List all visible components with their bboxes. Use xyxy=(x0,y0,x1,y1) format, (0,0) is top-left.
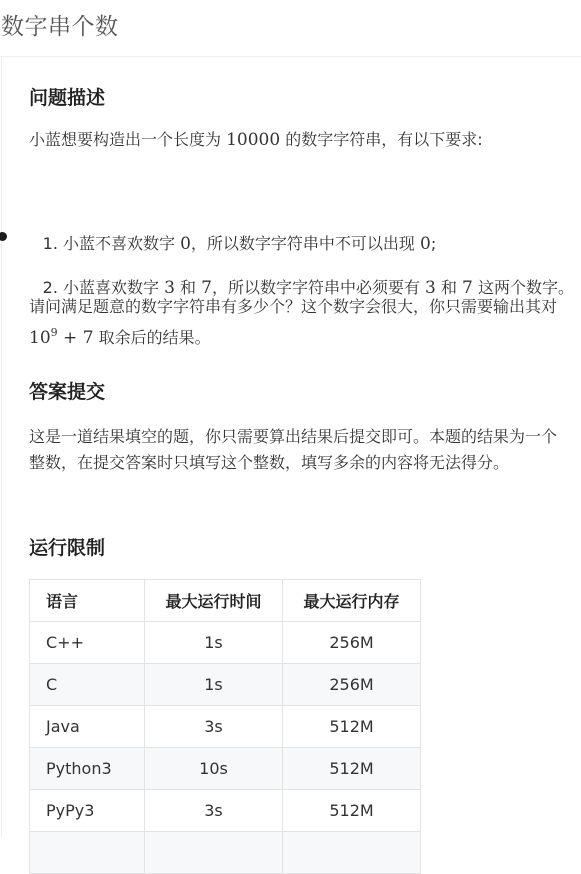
req2-mid3: 和 xyxy=(435,278,463,297)
language-cell: C++ xyxy=(30,622,145,664)
time-limit-cell: 1s xyxy=(145,664,283,706)
time-limit-cell: 3s xyxy=(145,790,283,832)
question-suffix: 取余后的结果。 xyxy=(93,328,211,347)
intro-length-number: 10000 xyxy=(226,130,281,150)
req2-mid1: 和 xyxy=(174,278,202,297)
memory-limit-cell: 512M xyxy=(283,706,421,748)
problem-content-panel xyxy=(1,57,581,838)
table-row xyxy=(30,748,421,790)
req2-number3: 3 xyxy=(425,278,436,298)
req1-number: 0 xyxy=(180,234,191,254)
modulus-base: 10 xyxy=(29,328,51,348)
problem-question xyxy=(29,294,564,351)
page-header xyxy=(0,0,581,57)
modulus-plus: + 7 xyxy=(57,328,94,348)
req2-number: 3 xyxy=(164,278,175,298)
problem-intro xyxy=(29,127,564,153)
req1-prefix: 小蓝不喜欢数字 xyxy=(63,234,181,253)
memory-limit-cell: 512M xyxy=(283,748,421,790)
req1-suffix: ，所以数字字符串中不可以出现 xyxy=(190,234,421,253)
req1-suffix2: ; xyxy=(430,234,437,253)
req2-number2: 7 xyxy=(201,278,212,298)
req1-number2: 0 xyxy=(420,234,431,254)
language-cell: Python3 xyxy=(30,748,145,790)
question-prefix: 请问满足题意的数字字符串有多少个？这个数字会很大，你只需要输出其对 xyxy=(29,297,558,316)
intro-text-suffix: 的数字字符串，有以下要求: xyxy=(280,130,483,149)
req2-number4: 7 xyxy=(462,278,473,298)
table-row xyxy=(30,622,421,664)
req2-mid2: ，所以数字字符串中必须要有 xyxy=(211,278,426,297)
column-header-language: 语言 xyxy=(30,580,145,622)
answer-submission-heading: 答案提交 xyxy=(29,381,106,403)
runtime-limits-heading: 运行限制 xyxy=(29,537,106,559)
modulus-exponent: 9 xyxy=(50,326,58,339)
req2-prefix: 小蓝喜欢数字 xyxy=(63,278,165,297)
limits-table xyxy=(29,579,421,874)
page-title: 数字串个数 xyxy=(1,14,119,40)
table-row xyxy=(30,706,421,748)
req2-suffix: 这两个数字。 xyxy=(472,278,574,297)
language-cell: Java xyxy=(30,706,145,748)
time-limit-cell: 3s xyxy=(145,706,283,748)
language-cell: C xyxy=(30,664,145,706)
column-header-memory: 最大运行内存 xyxy=(283,580,421,622)
intro-text-prefix: 小蓝想要构造出一个长度为 xyxy=(29,130,227,149)
modulus-expression xyxy=(29,328,94,348)
answer-instructions: 这是一道结果填空的题，你只需要算出结果后提交即可。本题的结果为一个整数，在提交答案时只填写这个整数，填写多余的内容将无法得分。 xyxy=(29,427,558,472)
requirement-item-1 xyxy=(63,229,581,259)
limits-header-row xyxy=(30,580,421,622)
table-row xyxy=(30,664,421,706)
memory-limit-cell: 256M xyxy=(283,664,421,706)
bullet-dot-icon xyxy=(0,232,7,241)
column-header-time: 最大运行时间 xyxy=(145,580,283,622)
time-limit-cell: 10s xyxy=(145,748,283,790)
memory-limit-cell: 512M xyxy=(283,790,421,832)
table-row xyxy=(30,790,421,832)
language-cell: PyPy3 xyxy=(30,790,145,832)
time-limit-cell: 1s xyxy=(145,622,283,664)
memory-limit-cell: 256M xyxy=(283,622,421,664)
problem-description-heading: 问题描述 xyxy=(29,87,106,109)
